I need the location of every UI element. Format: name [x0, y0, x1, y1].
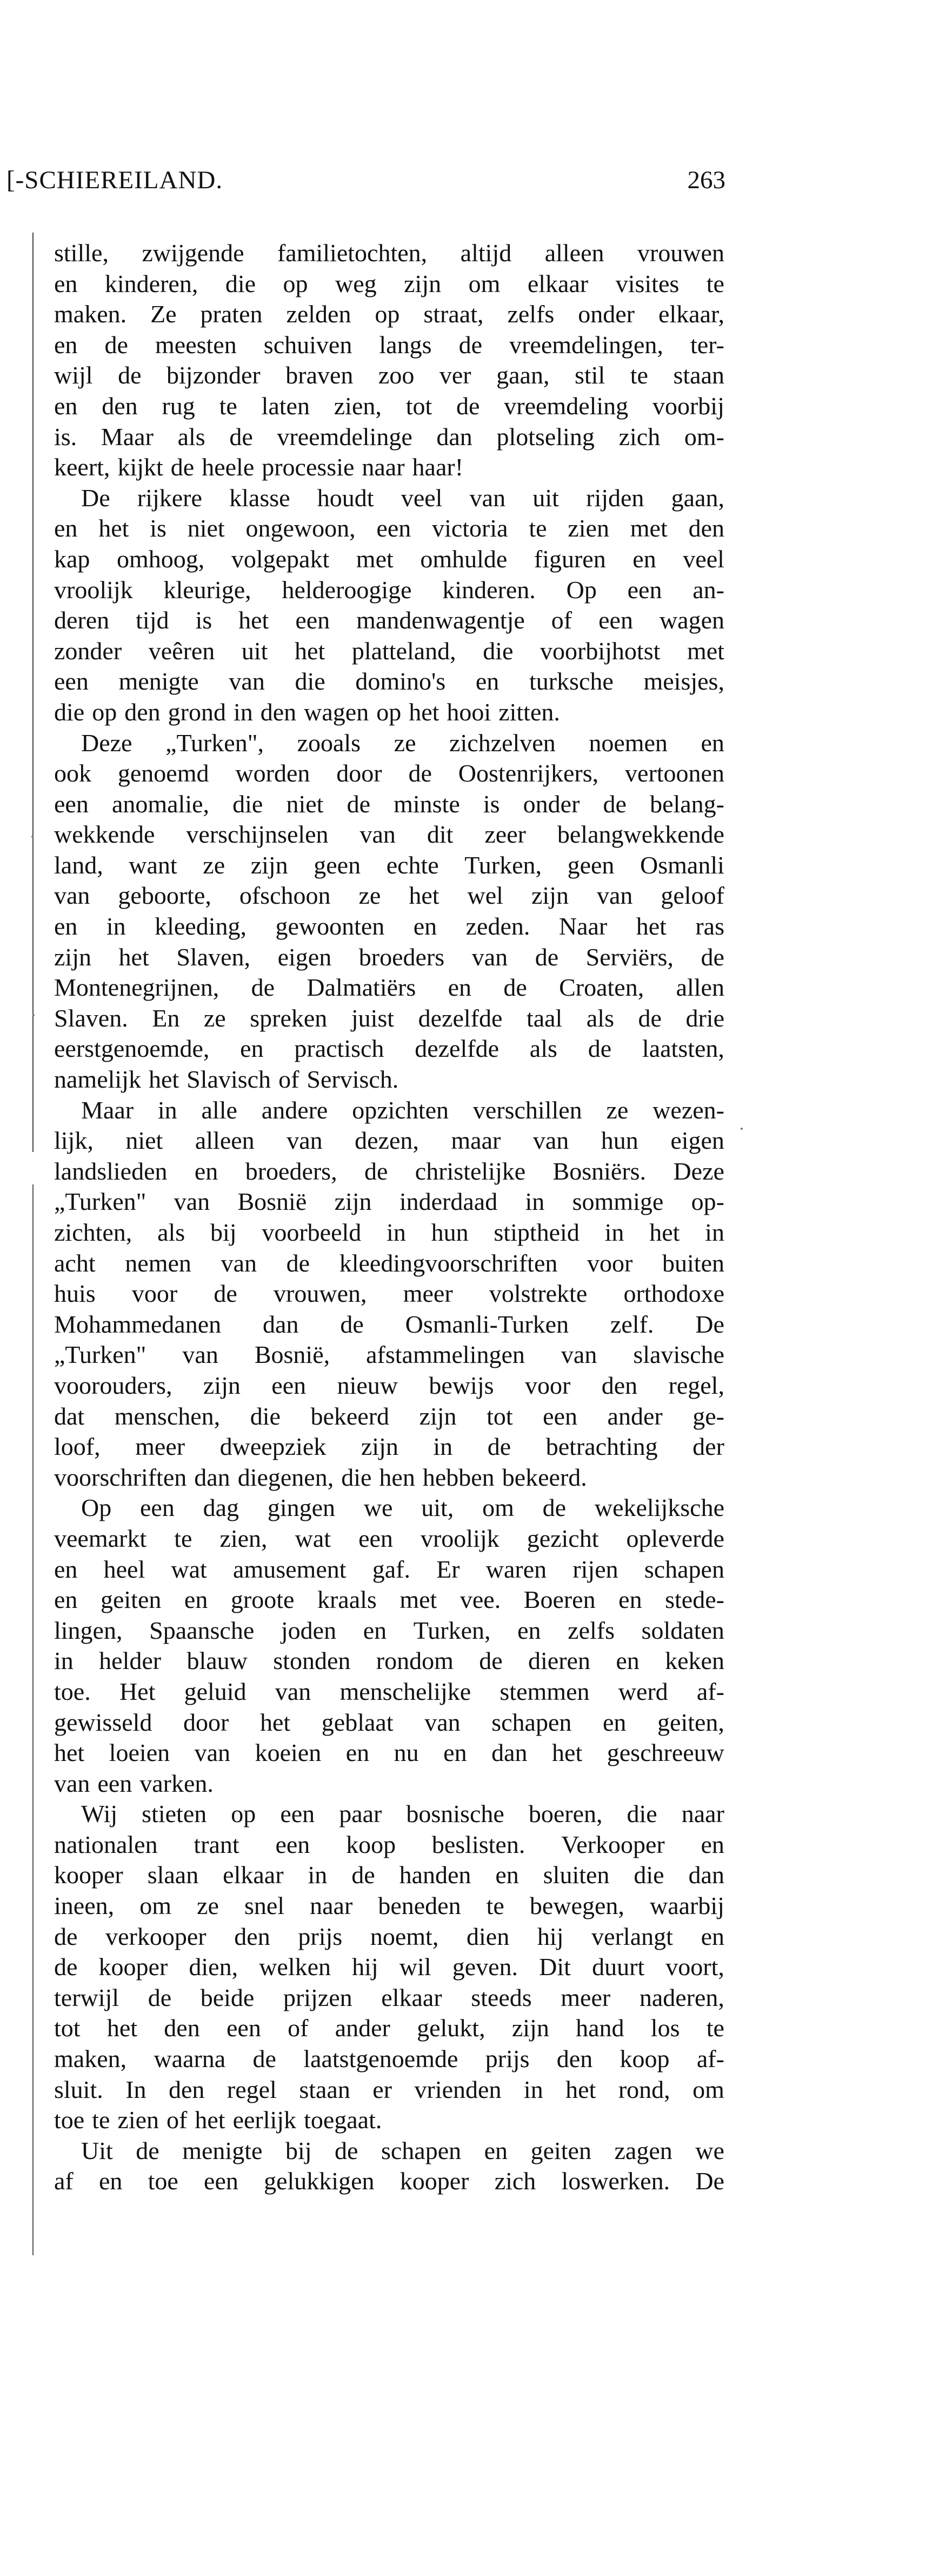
text-line: en heel wat amusement gaf. Er waren rijen schapen — [54, 1555, 724, 1583]
text-line: maken, waarna de laatstgenoemde prijs den koop af- — [54, 2045, 724, 2073]
text-line: loof, meer dweepziek zijn in de betrachting der — [54, 1433, 724, 1461]
text-line: de verkooper den prijs noemt, dien hij verlangt en — [54, 1922, 724, 1950]
text-line: veemarkt te zien, wat een vroolijk gezicht opleverde — [54, 1524, 724, 1552]
text-line: dat menschen, die bekeerd zijn tot een ander ge- — [54, 1402, 724, 1430]
text-line: in helder blauw stonden rondom de dieren en keken — [54, 1647, 724, 1675]
left-margin-rule-lower — [32, 1184, 34, 2255]
text-line: Op een dag gingen we uit, om de wekelijksche — [81, 1494, 724, 1522]
text-line: en de meesten schuiven langs de vreemdelingen, ter- — [54, 330, 724, 359]
text-line: keert, kijkt de heele processie naar haar! — [54, 453, 464, 481]
text-line: zonder veêren uit het platteland, die voorbijhotst met — [54, 637, 724, 665]
text-line: gewisseld door het geblaat van schapen en geiten, — [54, 1708, 724, 1736]
text-line: eerstgenoemde, en practisch dezelfde als de laatsten, — [54, 1035, 724, 1063]
text-line: namelijk het Slavisch of Servisch. — [54, 1065, 399, 1094]
text-line: Deze „Turken", zooals ze zichzelven noemen en — [81, 729, 724, 757]
text-line: Montenegrijnen, de Dalmatiërs en de Croaten, allen — [54, 974, 724, 1002]
text-line: tot het den een of ander gelukt, zijn hand los te — [54, 2014, 724, 2042]
text-line: vroolijk kleurige, helderoogige kinderen. Op een an- — [54, 575, 724, 604]
text-line: een menigte van die domino's en turksche meisjes, — [54, 667, 724, 696]
text-line: en het is niet ongewoon, een victoria te zien met den — [54, 514, 724, 542]
text-line: kooper slaan elkaar in de handen en sluiten die dan — [54, 1861, 724, 1889]
text-line: voorouders, zijn een nieuw bewijs voor den regel, — [54, 1371, 724, 1399]
text-line: lijk, niet alleen van dezen, maar van hun eigen — [54, 1127, 724, 1155]
text-line: voorschriften dan diegenen, die hen hebben bekeerd. — [54, 1463, 587, 1491]
text-line: „Turken" van Bosnië, afstammelingen van slavische — [54, 1341, 724, 1369]
body-text — [54, 238, 724, 2197]
margin-speck — [31, 836, 34, 838]
text-line: af en toe een gelukkigen kooper zich loswerken. De — [54, 2167, 724, 2195]
text-line: en in kleeding, gewoonten en zeden. Naar het ras — [54, 912, 724, 941]
text-line: het loeien van koeien en nu en dan het geschreeuw — [54, 1739, 724, 1767]
text-line: de kooper dien, welken hij wil geven. Dit duurt voort, — [54, 1953, 724, 1981]
text-line: en den rug te laten zien, tot de vreemdeling voorbij — [54, 392, 724, 420]
text-line: sluit. In den regel staan er vrienden in het rond, om — [54, 2075, 724, 2103]
text-line: maken. Ze praten zelden op straat, zelfs onder elkaar, — [54, 300, 724, 328]
text-line: De rijkere klasse houdt veel van uit rijden gaan, — [81, 484, 724, 512]
text-line: Wij stieten op een paar bosnische boeren, die naar — [81, 1800, 724, 1828]
text-line: ineen, om ze snel naar beneden te bewegen, waarbij — [54, 1892, 724, 1920]
text-line: Maar in alle andere opzichten verschillen ze wezen- — [81, 1096, 724, 1124]
page-number: 263 — [687, 166, 725, 194]
text-line: Slaven. En ze spreken juist dezelfde taal als de drie — [54, 1004, 724, 1032]
text-line: terwijl de beide prijzen elkaar steeds meer naderen, — [54, 1983, 724, 2011]
text-line: en geiten en groote kraals met vee. Boeren en stede- — [54, 1586, 724, 1614]
text-line: toe te zien of het eerlijk toegaat. — [54, 2106, 382, 2134]
margin-speck — [32, 1014, 35, 1016]
text-line: wijl de bijzonder braven zoo ver gaan, stil te staan — [54, 361, 724, 389]
text-line: stille, zwijgende familietochten, altijd alleen vrouwen — [54, 239, 724, 267]
text-line: Uit de menigte bij de schapen en geiten zagen we — [81, 2136, 724, 2164]
text-line: kap omhoog, volgepakt met omhulde figuren en veel — [54, 545, 724, 573]
running-title: [-SCHIEREILAND. — [6, 166, 223, 194]
text-line: huis voor de vrouwen, meer volstrekte orthodoxe — [54, 1280, 724, 1308]
text-line: wekkende verschijnselen van dit zeer belangwekkende — [54, 820, 724, 849]
text-line: een anomalie, die niet de minste is onder de belang- — [54, 790, 724, 818]
text-line: van geboorte, ofschoon ze het wel zijn van geloof — [54, 882, 724, 910]
text-line: zichten, als bij voorbeeld in hun stiptheid in het in — [54, 1219, 724, 1246]
text-line: is. Maar als de vreemdelinge dan plotseling zich om- — [54, 422, 724, 451]
text-line: acht nemen van de kleedingvoorschriften voor buiten — [54, 1249, 724, 1277]
text-line: lingen, Spaansche joden en Turken, en zelfs soldaten — [54, 1616, 724, 1644]
text-line: deren tijd is het een mandenwagentje of een wagen — [54, 606, 724, 634]
text-line: Mohammedanen dan de Osmanli-Turken zelf. De — [54, 1310, 724, 1338]
text-line: land, want ze zijn geen echte Turken, geen Osmanli — [54, 851, 724, 879]
margin-speck — [741, 1128, 743, 1130]
text-line: landslieden en broeders, de christelijke Bosniërs. Deze — [54, 1157, 724, 1185]
text-line: die op den grond in den wagen op het hooi zitten. — [54, 698, 560, 726]
text-line: zijn het Slaven, eigen broeders van de Serviërs, de — [54, 943, 724, 971]
text-line: toe. Het geluid van menschelijke stemmen werd af- — [54, 1677, 724, 1705]
text-line: en kinderen, die op weg zijn om elkaar visites te — [54, 269, 724, 297]
text-line: nationalen trant een koop beslisten. Verkooper en — [54, 1830, 724, 1858]
running-head — [6, 164, 725, 196]
text-line: ook genoemd worden door de Oostenrijkers, vertoonen — [54, 759, 724, 787]
text-line: van een varken. — [54, 1769, 214, 1797]
text-line: „Turken" van Bosnië zijn inderdaad in sommige op- — [54, 1188, 724, 1216]
